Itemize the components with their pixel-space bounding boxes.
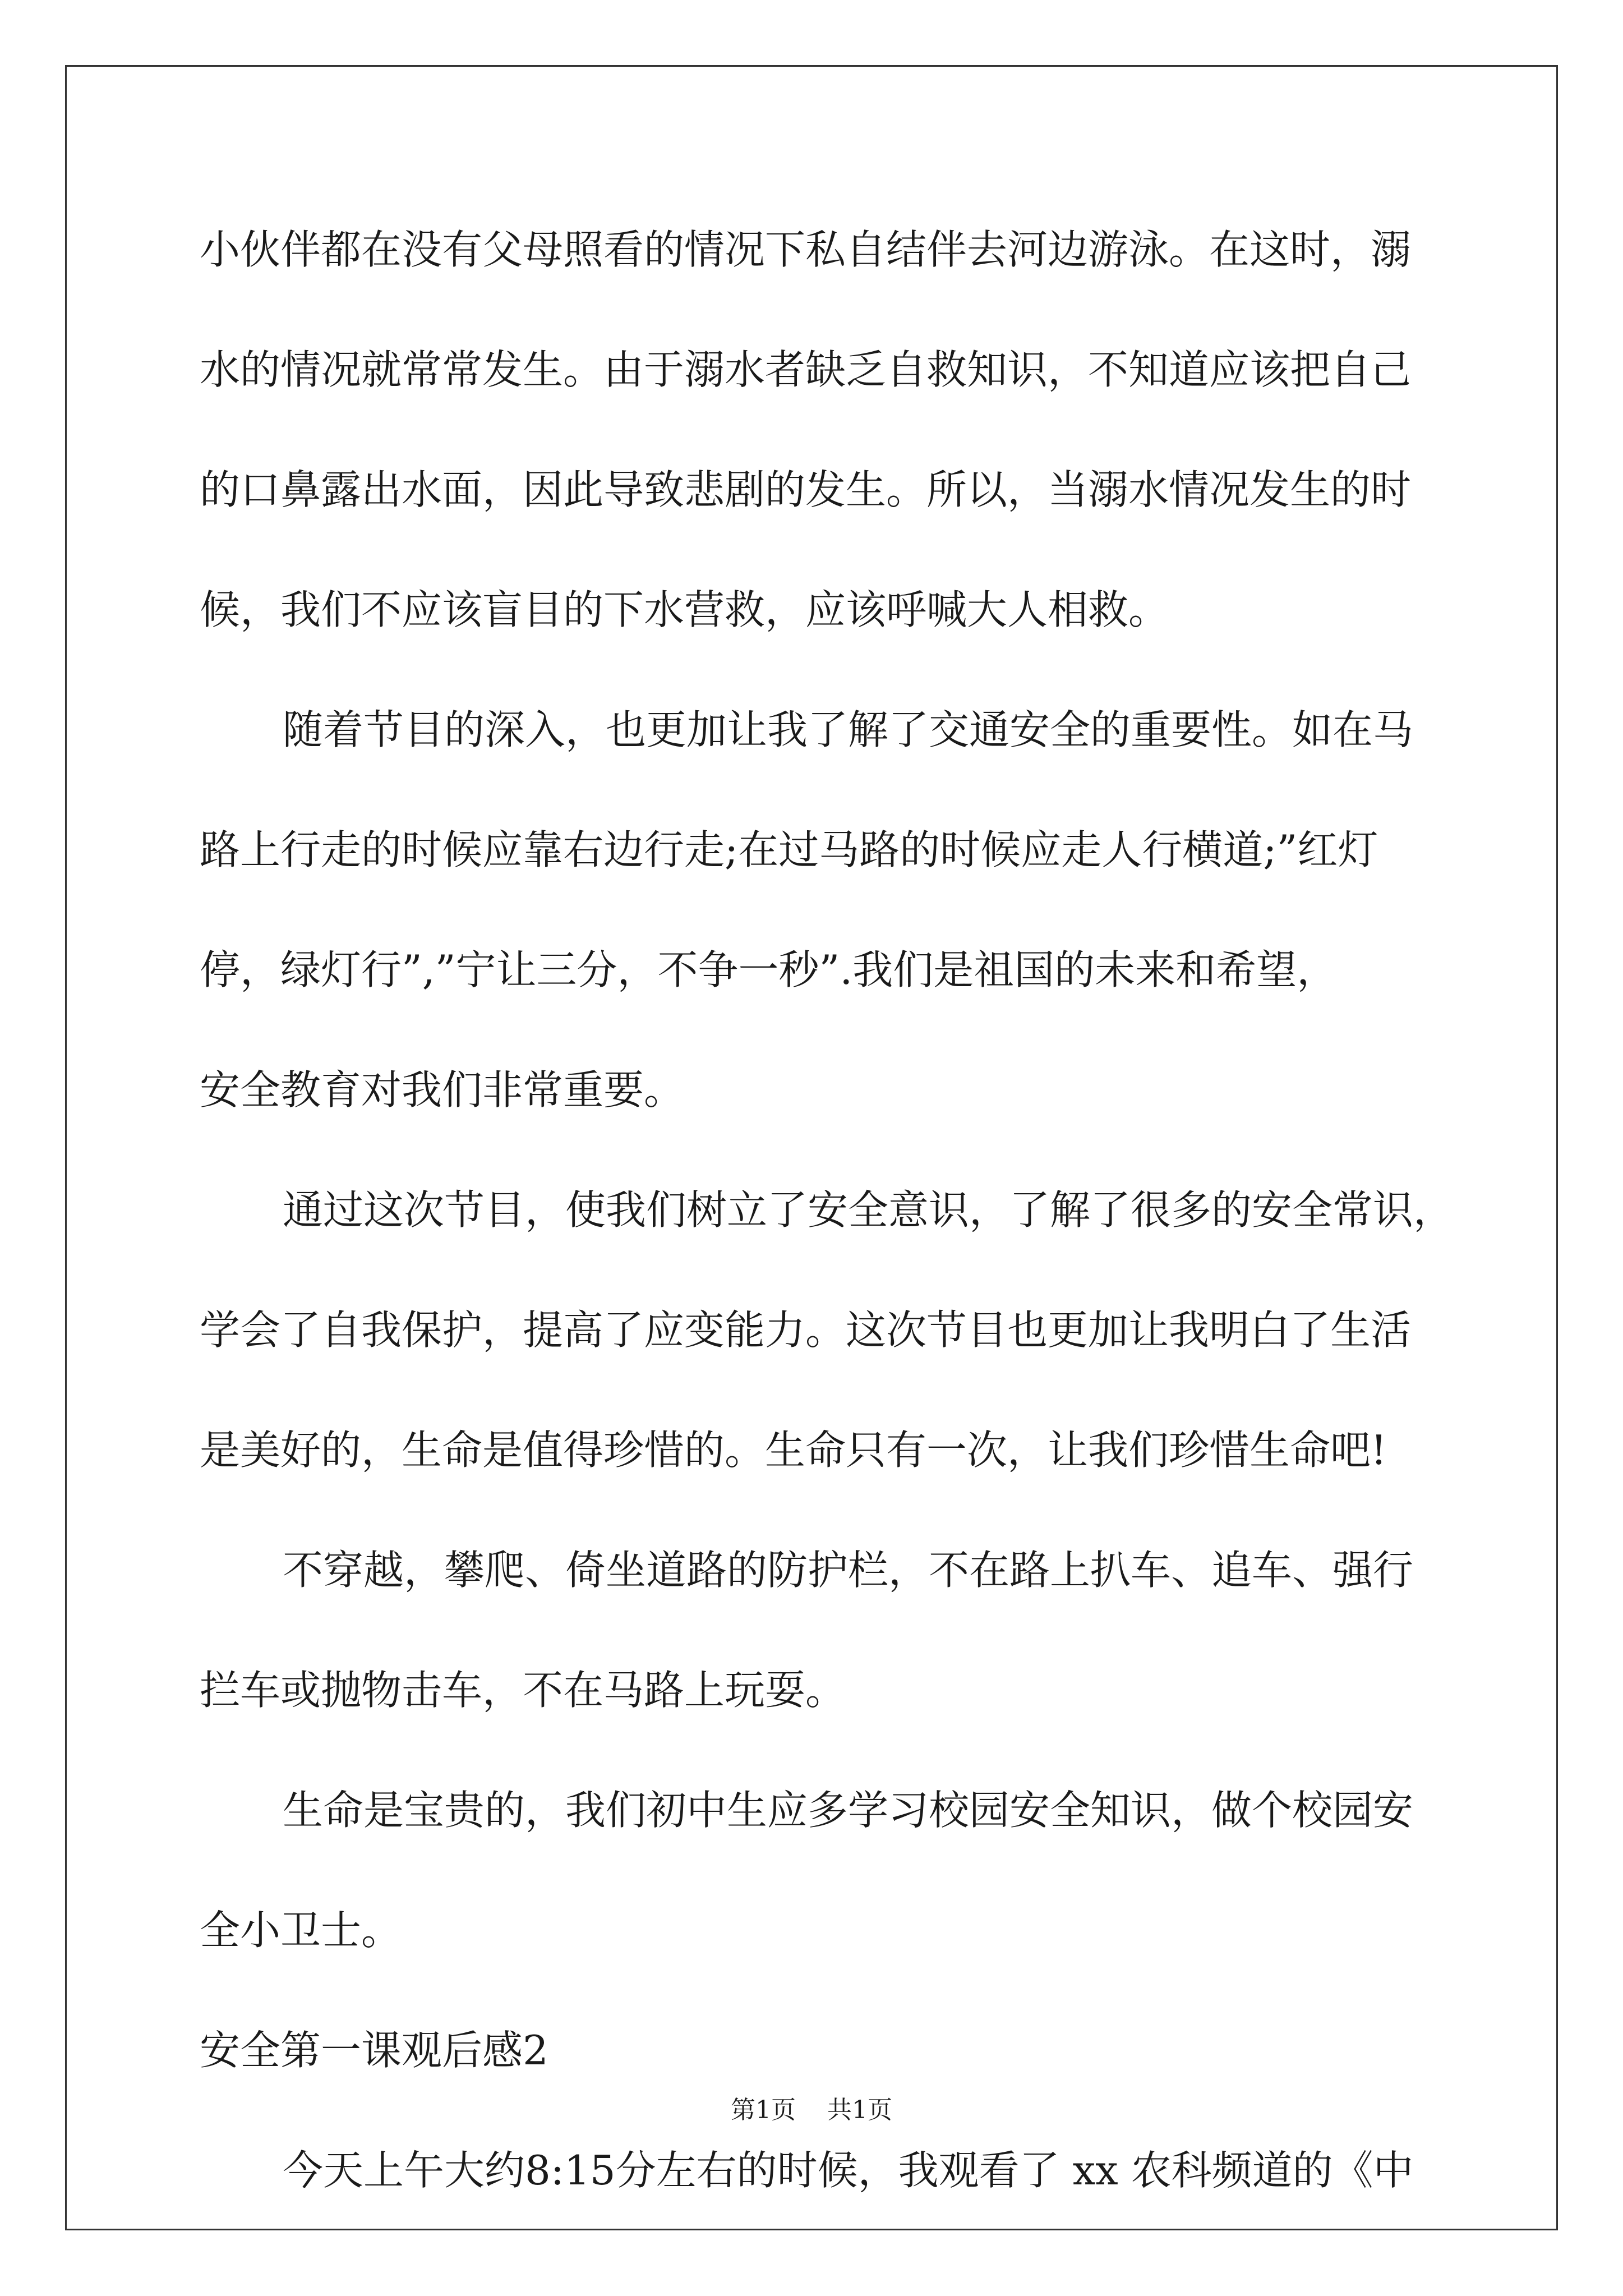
text-line: 小伙伴都在没有父母照看的情况下私自结伴去河边游泳。在这时，溺 bbox=[200, 226, 1412, 273]
text-line: 拦车或抛物击车，不在马路上玩耍。 bbox=[200, 1667, 846, 1714]
text-line: 不穿越，攀爬、倚坐道路的防护栏，不在路上扒车、追车、强行 bbox=[283, 1547, 1414, 1594]
text-line: 随着节目的深入，也更加让我了解了交通安全的重要性。如在马 bbox=[283, 706, 1414, 753]
text-line: 生命是宝贵的，我们初中生应多学习校园安全知识，做个校园安 bbox=[283, 1787, 1414, 1834]
text-line: 路上行走的时候应靠右边行走;在过马路的时候应走人行横道;”红灯 bbox=[200, 826, 1378, 873]
text-line: 通过这次节目，使我们树立了安全意识，了解了很多的安全常识， bbox=[283, 1186, 1454, 1234]
section-heading: 安全第一课观后感2 bbox=[200, 2027, 548, 2074]
text-line: 候，我们不应该盲目的下水营救，应该呼喊大人相救。 bbox=[200, 586, 1169, 633]
text-line: 停，绿灯行”,”宁让三分，不争一秒”.我们是祖国的未来和希望， bbox=[200, 946, 1338, 993]
text-line: 的口鼻露出水面，因此导致悲剧的发生。所以，当溺水情况发生的时 bbox=[200, 466, 1412, 513]
text-line: 水的情况就常常发生。由于溺水者缺乏自救知识，不知道应该把自己 bbox=[200, 346, 1412, 393]
text-line: 安全教育对我们非常重要。 bbox=[200, 1066, 685, 1114]
text-line: 是美好的，生命是值得珍惜的。生命只有一次，让我们珍惜生命吧! bbox=[200, 1427, 1387, 1474]
text-line: 学会了自我保护，提高了应变能力。这次节目也更加让我明白了生活 bbox=[200, 1306, 1412, 1354]
text-line: 今天上午大约8:15分左右的时候，我观看了 xx 农科频道的《中 bbox=[283, 2147, 1414, 2194]
document-body bbox=[200, 190, 1454, 2230]
page-footer: 第1页 共1页 bbox=[731, 2096, 892, 2124]
text-line: 全小卫士。 bbox=[200, 1907, 402, 1954]
